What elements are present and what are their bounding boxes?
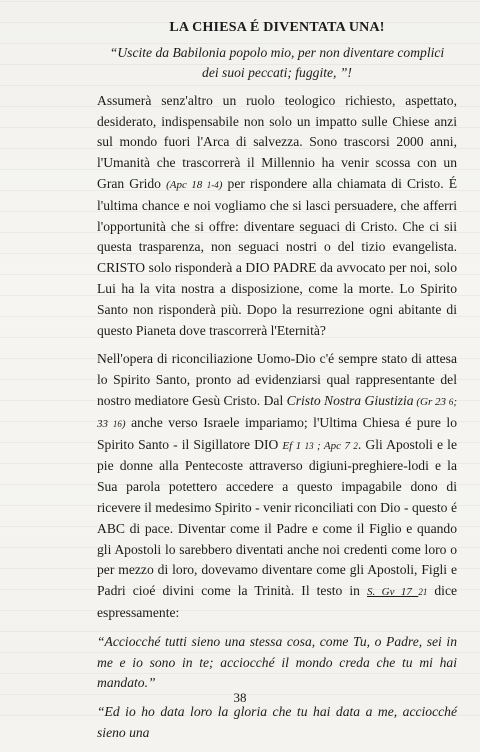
bible-ref-gv-book: S. Gv 17 bbox=[367, 586, 419, 599]
page-content bbox=[97, 18, 457, 752]
chapter-title: LA CHIESA É DIVENTATA UNA! bbox=[169, 20, 385, 35]
paragraph-2-text-c: . Gli Apostoli e le pie donne alla Pentecoste attraverso digiuni-preghiere-lodi e la Sua parola potettero accedere a questo impagabile dono di ricevere il medesimo Spirito - venir riconciliati con Dio - questo é ABC di pace. Diventar come il Padre e come il Figlio e quando gli Apostoli lo sarebbero diventati anche noi credenti come loro o per mezzo di loro, dovevamo diventare come gli Apostoli, Figli e Padri cioé divini come la Trinità. Il testo in bbox=[97, 436, 457, 599]
page-number: 38 bbox=[233, 690, 247, 705]
paragraph-1-text-a: Assumerà senz'altro un ruolo teologico richiesto, aspettato, desiderato, indispensabile non solo un impatto sulle Chiese anzi sul mondo fuori l'Arca di salvezza. Sono trascorsi 2000 anni, l'Umanità che trascorrerà il Millennio ha venir scossa con un Gran Grido bbox=[97, 92, 457, 191]
paragraph-2-text-a: Nell'opera di riconciliazione Uomo-Dio c'é sempre stato di attesa lo Spirito Santo, pronto ad evidenziarsi qual rappresentante del nostro mediatore Gesù Cristo. Dal bbox=[97, 351, 457, 408]
paragraph-2 bbox=[97, 349, 457, 623]
quote-1: “Acciocché tutti sieno una stessa cosa, come Tu, o Padre, sei in me e io sono in te; acciocché il mondo creda che tu mi hai mandato.” bbox=[97, 633, 457, 691]
bible-ref-gv-verse: 21 bbox=[418, 587, 428, 598]
bible-ref-apc-close: ) bbox=[218, 178, 223, 191]
book-title: Cristo Nostra Giustizia bbox=[286, 392, 414, 408]
bible-ref-apc7-book: ; Apc 7 bbox=[313, 439, 354, 452]
bible-ref-gv bbox=[367, 586, 427, 598]
paragraph-2-text-b: anche verso Israele impariamo; l'Ultima Chiesa é pure lo Spirito Santo - il Sigillatore DIO bbox=[97, 414, 457, 452]
bible-ref-apc7-verse: 2 bbox=[353, 440, 358, 451]
bible-ref-ef-book: Ef 1 bbox=[282, 439, 305, 452]
bible-ref-gr-book: (Gr 23 bbox=[413, 395, 449, 408]
paragraph-1-text-b: per rispondere alla chiamata di Cristo. É l'ultima chance e noi vogliamo che si lasci persuadere, che afferri l'opportunità che si offre: diventare seguaci di Cristo. Che ci sii questa trasparenza, non seguaci nostri o del tizio evangelista. CRISTO solo risponderà a DIO PADRE da avvocato per noi, solo Lui ha la vita nostra a disposizione, come la morte. Lo Spirito Santo non risponderà più. Dopo la resurrezione ogni abitante di questo Pianeta dove trascorrerà l'Eternità? bbox=[97, 175, 458, 338]
paragraph-1 bbox=[97, 91, 457, 342]
bible-ref-ef bbox=[282, 440, 358, 452]
bible-ref-ef-verse: 13 bbox=[304, 440, 314, 451]
bible-ref-apc-book: (Apc 18 bbox=[166, 178, 207, 191]
epigraph: “Uscite da Babilonia popolo mio, per non diventare complici dei suoi peccati; fuggite, ”! bbox=[109, 44, 445, 80]
bible-ref-apc bbox=[166, 179, 222, 191]
bible-ref-gr-verse-1: 6 bbox=[448, 396, 454, 407]
paragraph-2-text-d: dice espressamente: bbox=[97, 583, 458, 620]
bible-ref-gr-mid: ; 33 bbox=[97, 395, 457, 430]
bible-ref-gr-close: ) bbox=[121, 417, 126, 430]
bible-ref-apc-verse: 1-4 bbox=[206, 179, 219, 190]
quote-2: “Ed io ho data loro la gloria che tu hai data a me, acciocché sieno una bbox=[97, 704, 457, 740]
bible-ref-gr-verse-2: 16 bbox=[112, 418, 122, 429]
